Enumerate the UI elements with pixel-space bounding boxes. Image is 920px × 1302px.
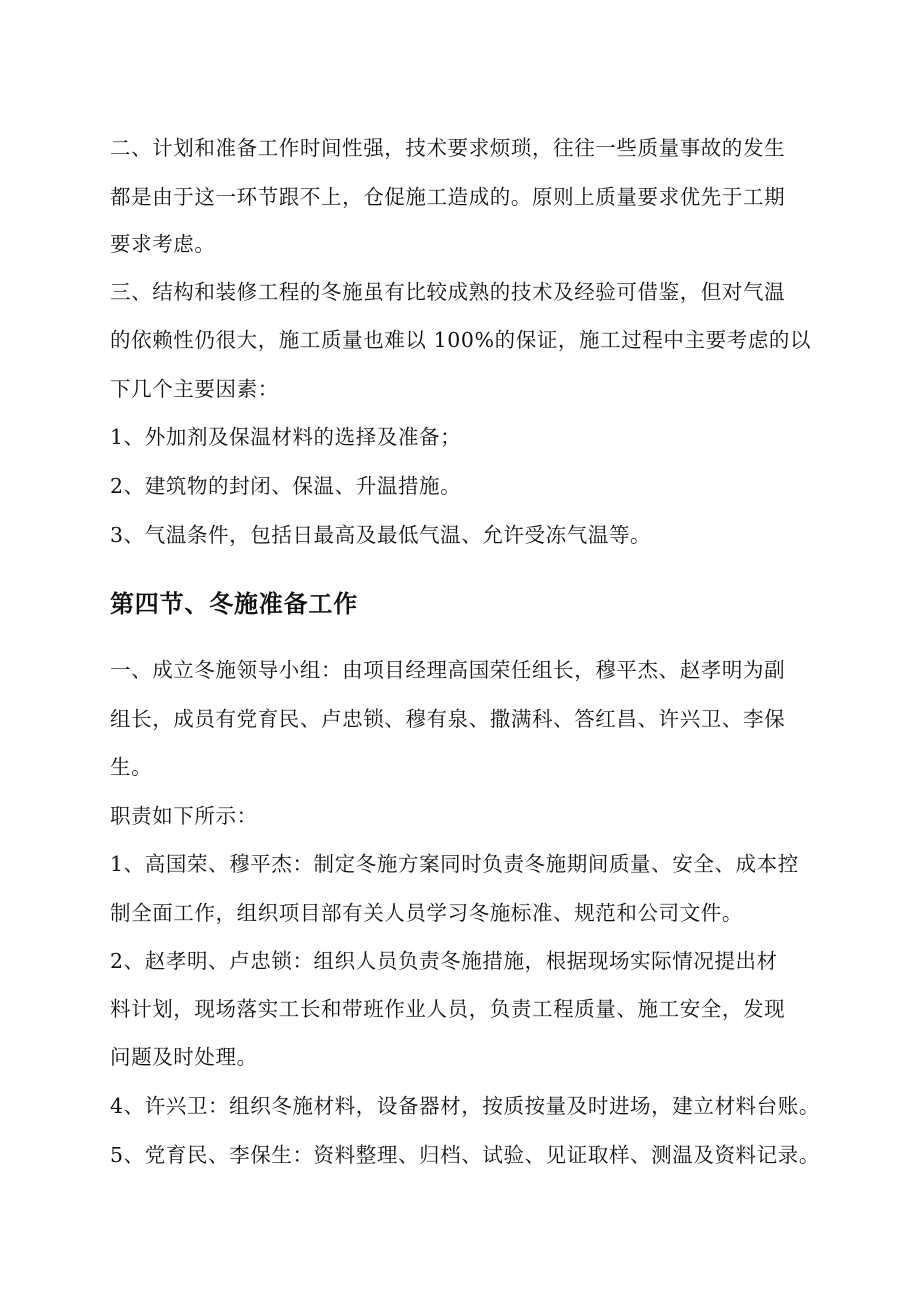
section-line-3: 生。: [110, 755, 153, 779]
section-line-6: 制全面工作，组织项目部有关人员学习冬施标准、规范和公司文件。: [110, 901, 743, 925]
section-line-11: 5、党育民、李保生：资料整理、归档、试验、见证取样、测温及资料记录。: [110, 1143, 820, 1167]
text-line-2: 都是由于这一环节跟不上，仓促施工造成的。原则上质量要求优先于工期: [110, 185, 786, 209]
section-line-5: 1、高国荣、穆平杰：制定冬施方案同时负责冬施期间质量、安全、成本控: [110, 852, 799, 876]
section-line-1: 一、成立冬施领导小组：由项目经理高国荣任组长，穆平杰、赵孝明为副: [110, 658, 786, 682]
section-line-9: 问题及时处理。: [110, 1045, 258, 1069]
text-line-3: 要求考虑。: [110, 232, 216, 256]
section-line-7: 2、赵孝明、卢忠锁：组织人员负责冬施措施，根据现场实际情况提出材: [110, 949, 778, 973]
text-line-8: 2、建筑物的封闭、保温、升温措施。: [110, 474, 462, 498]
section-line-8: 料计划，现场落实工长和带班作业人员，负责工程质量、施工安全，发现: [110, 997, 786, 1021]
section-heading: 第四节、冬施准备工作: [110, 589, 358, 618]
text-line-6: 下几个主要因素：: [110, 377, 279, 401]
text-line-5: 的依赖性仍很大，施工质量也难以 100%的保证，施工过程中主要考虑的以: [110, 328, 812, 352]
section-line-4: 职责如下所示：: [110, 804, 258, 828]
text-line-9: 3、气温条件，包括日最高及最低气温、允许受冻气温等。: [110, 523, 652, 547]
text-line-4: 三、结构和装修工程的冬施虽有比较成熟的技术及经验可借鉴，但对气温: [110, 280, 786, 304]
text-line-1: 二、计划和准备工作时间性强，技术要求烦琐，往往一些质量事故的发生: [110, 136, 786, 160]
text-line-7: 1、外加剂及保温材料的选择及准备；: [110, 425, 462, 449]
section-line-10: 4、许兴卫：组织冬施材料，设备器材，按质按量及时进场，建立材料台账。: [110, 1094, 820, 1118]
section-line-2: 组长，成员有党育民、卢忠锁、穆有泉、撒满科、答红昌、许兴卫、李保: [110, 707, 786, 731]
